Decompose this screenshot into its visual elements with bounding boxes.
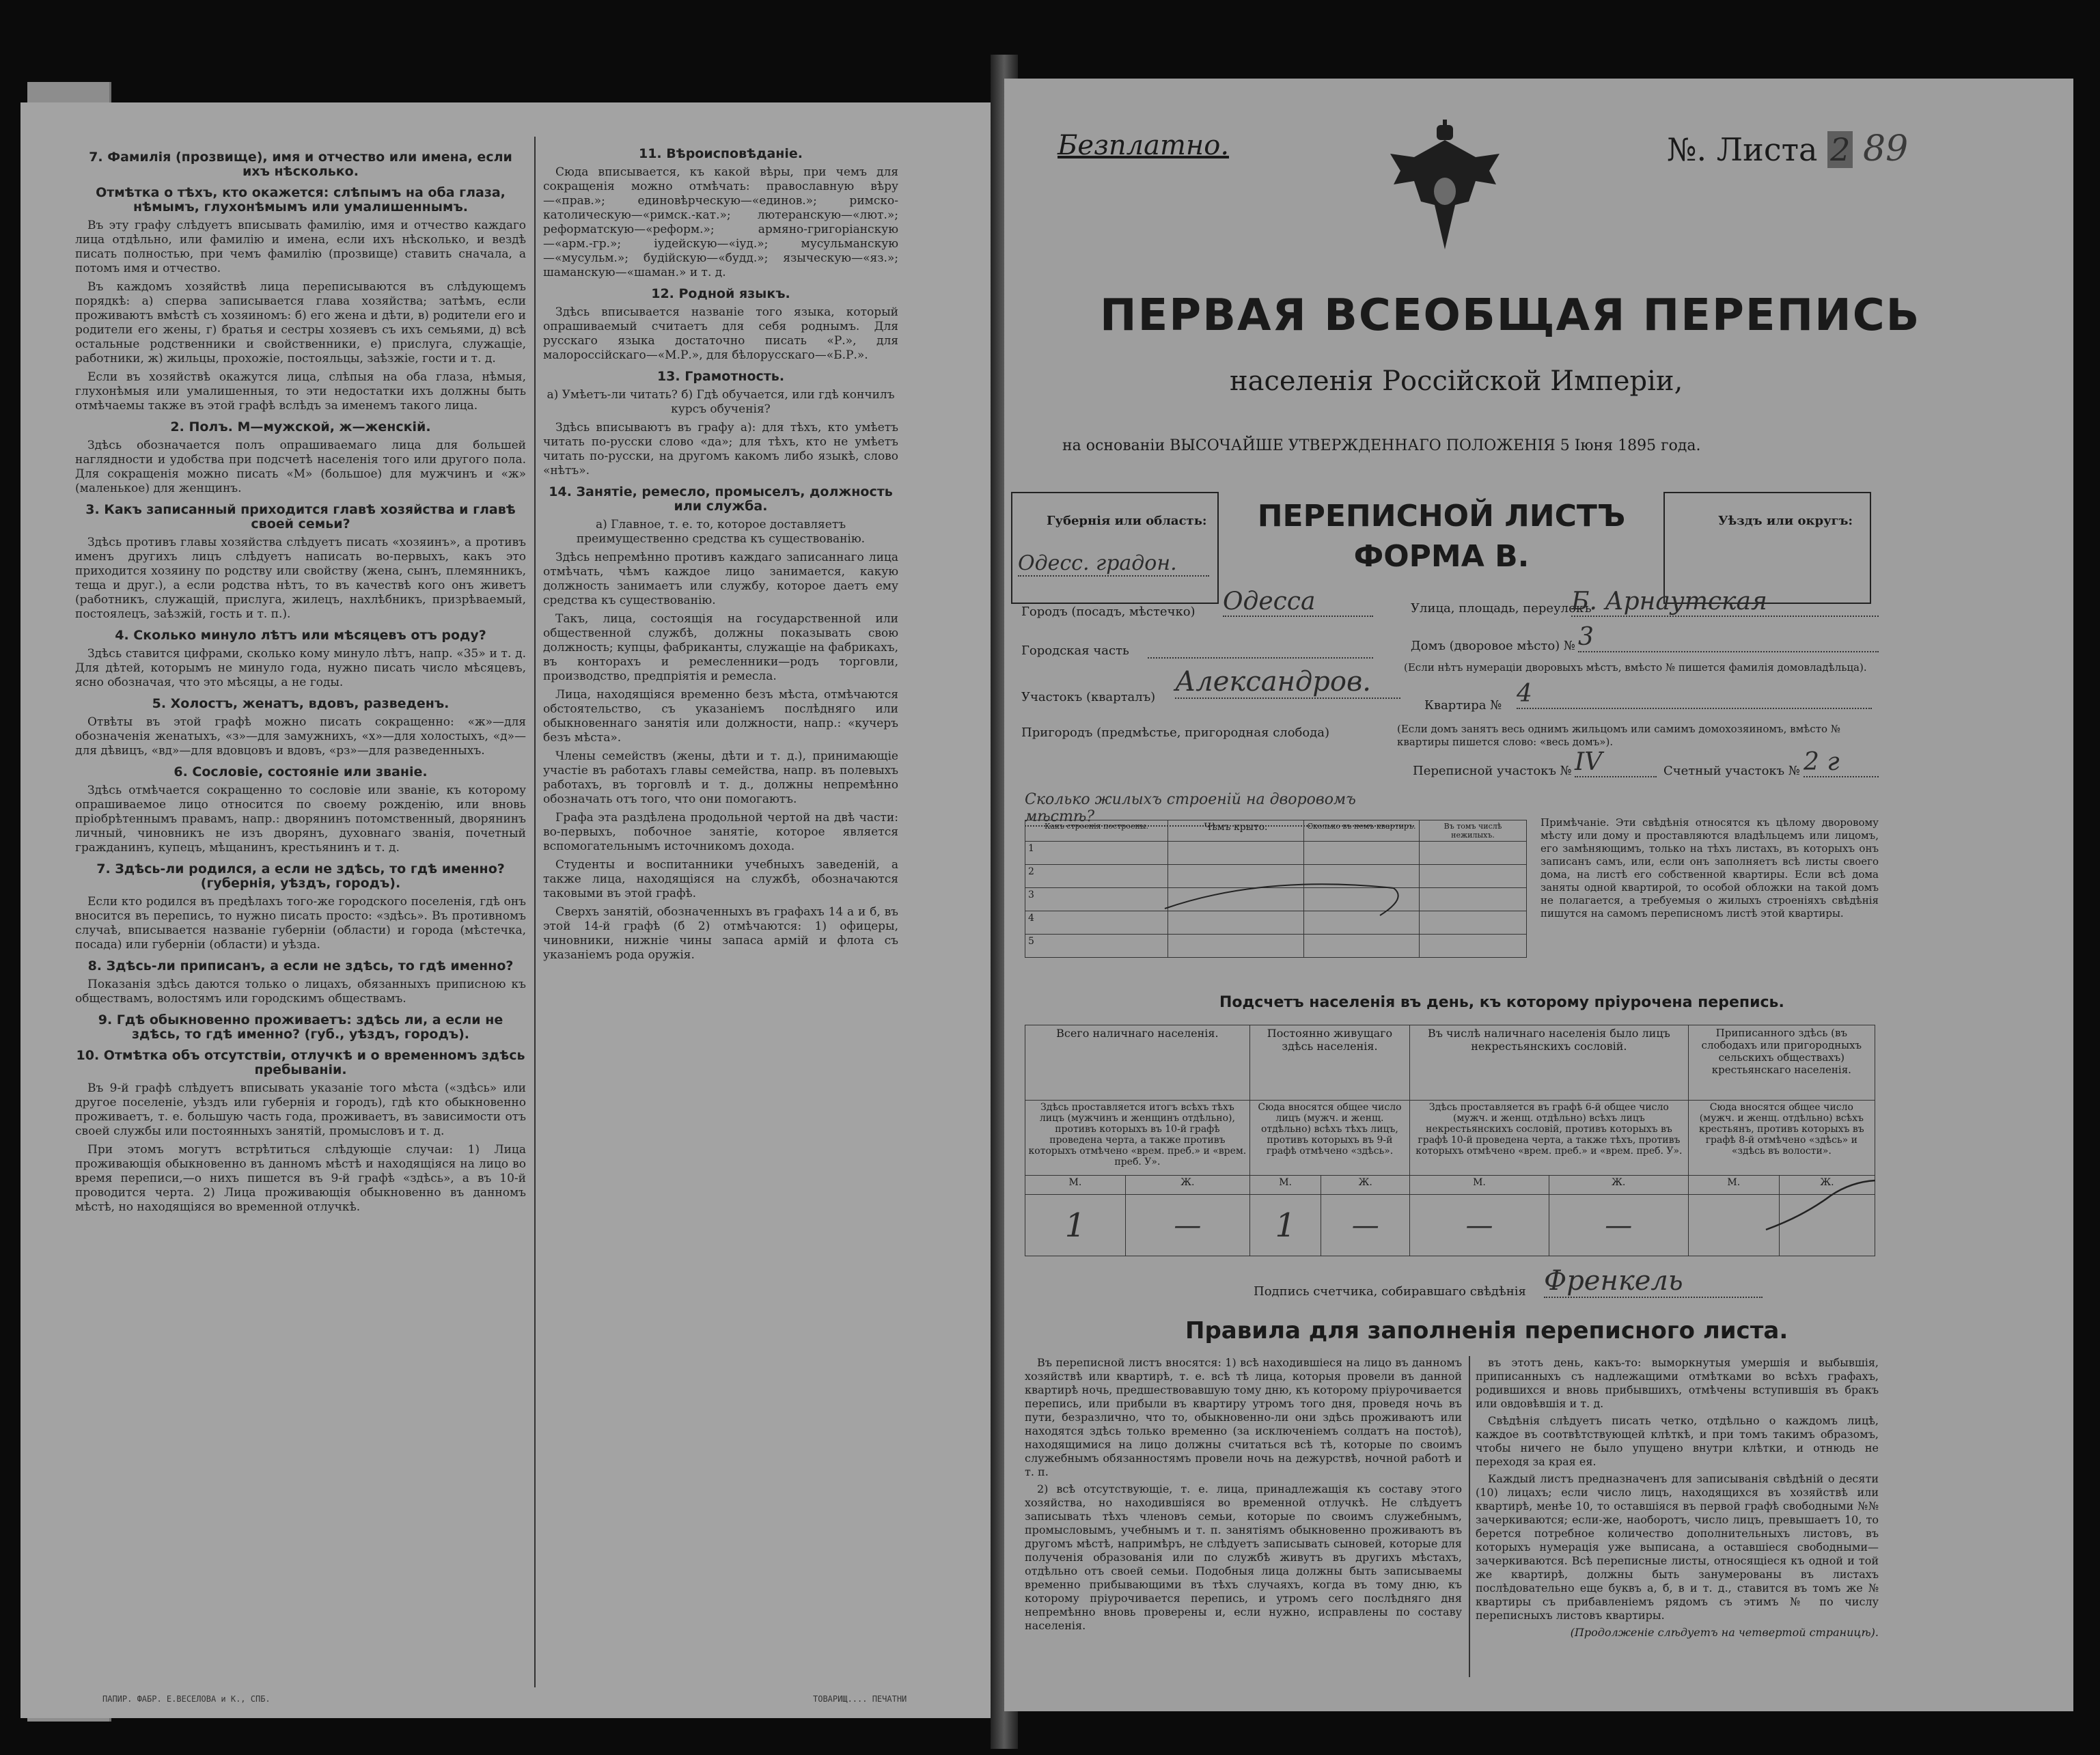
sex-label: М. xyxy=(1410,1176,1549,1195)
row-number: 1 xyxy=(1025,842,1168,865)
section-heading: 14. Занятіе, ремесло, промыселъ, должность или служба. xyxy=(549,484,893,514)
form-title-block xyxy=(1243,499,1640,574)
paragraph: Сюда вписывается, къ какой вѣры, при чемъ для сокращенія можно отмѣчать: православную вѣру—«прав.»; единовѣрческую—«единов.»; римско-католическую—«римск.-кат.»; лютеранскую—«лют.»; реформатскую—«реформ.»; армяно-григоріанскую—«арм.-гр.»; іудейскую—«іуд.»; мусульманскую—«мусульм.»; будійскую—«будд.»; языческую—«яз.»; шаманскую—«шаман.» и т. д. xyxy=(543,165,898,279)
city-label: Городъ (посадъ, мѣстечко) xyxy=(1021,605,1196,619)
city-value[interactable]: Одесса xyxy=(1223,588,1373,617)
census-subtitle: населенія Россійской Имперіи, xyxy=(1230,365,1683,397)
paragraph: Здѣсь противъ главы хозяйства слѣдуетъ писать «хозяинъ», а противъ именъ другихъ лицъ слѣдуетъ написать во-первыхъ, какъ это приходится хозяину по родству или свойству (жена, сынъ, племянникъ, теща и друг.), а если родства нѣтъ, то въ качествѣ кого онъ живетъ (работникъ, служащій, прислуга, жилецъ, нахлѣбникъ, призрѣваемый, постоялецъ, заѣзжій, гость и т. п.). xyxy=(75,536,526,621)
paragraph: Лица, находящіяся временно безъ мѣста, отмѣчаются обстоятельство, съ указаніемъ послѣдняго или обыкновеннаго занятія или должности, напр.: «кучеръ безъ мѣста». xyxy=(543,688,898,745)
paragraph: При этомъ могутъ встрѣтиться слѣдующіе случаи: 1) Лица проживающія обыкновенно въ данномъ мѣстѣ и находящіяся на лицо во время переписи,—о нихъ пишется въ 9-й графѣ «здѣсь», а въ 10-й проводится черта. 2) Лица проживающія обыкновенно въ данномъ мѣстѣ, но находящіяся во временной отлучкѣ. xyxy=(75,1143,526,1214)
census-title: ПЕРВАЯ ВСЕОБЩАЯ ПЕРЕПИСЬ xyxy=(1100,290,1921,341)
population-value[interactable]: 1 xyxy=(1025,1195,1126,1256)
paragraph: Здѣсь непремѣнно противъ каждаго записаннаго лица отмѣчать, чѣмъ каждое лицо занимается, какую должность занимаетъ или службу, которое даетъ ему средства къ существованію. xyxy=(543,551,898,607)
paragraph: Такъ, лица, состоящія на государственной или общественной службѣ, должны показывать свою должность; купцы, фабриканты, служащіе на фабрикахъ, въ конторахъ и ремесленники—родъ торговли, производство, предпріятія и ремесла. xyxy=(543,612,898,683)
apt-label: Квартира № xyxy=(1424,698,1502,713)
suburb-label: Пригородъ (предмѣстье, пригородная слобода) xyxy=(1021,726,1330,740)
sheet-title: ПЕРЕПИСНОЙ ЛИСТЪ xyxy=(1257,499,1626,534)
population-value[interactable]: — xyxy=(1549,1195,1688,1256)
city-part-label: Городская часть xyxy=(1021,644,1129,658)
form-title: ФОРМА В. xyxy=(1353,539,1530,574)
street-label: Улица, площадь, переулокъ xyxy=(1411,601,1592,616)
count-precinct-label: Счетный участокъ № xyxy=(1663,764,1800,778)
census-basis: на основаніи ВЫСОЧАЙШЕ УТВЕРЖДЕННАГО ПОЛОЖЕНІЯ 5 Іюня 1895 года. xyxy=(1062,437,1701,454)
section-heading: 12. Родной языкъ. xyxy=(651,286,790,301)
paragraph: Показанія здѣсь даются только о лицахъ, обязанныхъ приписною къ обществамъ, волостямъ или городскимъ обществамъ. xyxy=(75,978,526,1006)
census-precinct-label: Переписной участокъ № xyxy=(1413,764,1572,778)
rules-paragraph: Каждый листъ предназначенъ для записыванія свѣдѣній о десяти (10) лицахъ; если число лицъ, находящихся въ хозяйствѣ или квартирѣ, менѣе 10, то оставшіяся въ первой графѣ свободными №№ зачеркиваются; если-же, наоборотъ, число лицъ, превышаетъ 10, то берется потребное количество дополнительныхъ листовъ, въ которыхъ нумерація уже выписана, а оставшіеся свободными—зачеркиваются. Всѣ переписные листы, относящіеся къ одной и той же квартирѣ, должны быть занумерованы въ листахъ послѣдовательно еще буквъ а, б, в и т. д., ставится въ томъ же № квартиры съ прибавленіемъ рядомъ съ этимъ № по числу переписныхъ листовъ квартиры. xyxy=(1476,1472,1879,1622)
rules-right-column xyxy=(1476,1356,1879,1643)
paragraph: Графа эта раздѣлена продольной чертой на двѣ части: во-первыхъ, побочное занятіе, которое является вспомогательнымъ источникомъ дохода. xyxy=(543,811,898,853)
paragraph: Въ эту графу слѣдуетъ вписывать фамилію, имя и отчество каждаго лица отдѣльно, или фамилію и имена, если ихъ нѣсколько, и вездѣ писать полностью, при чемъ фамилію (прозвище) ставить сначала, а потомъ имя и отчество. xyxy=(75,219,526,275)
section-heading: 10. Отмѣтка объ отсутствіи, отлучкѣ и о временномъ здѣсь пребываніи. xyxy=(76,1048,525,1077)
sex-label: Ж. xyxy=(1125,1176,1249,1195)
paragraph: Члены семействъ (жены, дѣти и т. д.), принимающіе участіе въ работахъ главы семейства, напр. въ полевыхъ работахъ, въ торговлѣ и т. д., должны непремѣнно обозначать отъ того, что они помогаютъ. xyxy=(543,749,898,806)
house-label: Домъ (дворовое мѣсто) № xyxy=(1411,639,1575,653)
section-heading: 4. Сколько минуло лѣтъ или мѣсяцевъ отъ роду? xyxy=(115,628,486,643)
apt-value[interactable]: 4 xyxy=(1517,680,1872,709)
sex-label: М. xyxy=(1025,1176,1126,1195)
row-number: 5 xyxy=(1025,935,1168,958)
rules-paragraph: Въ переписной листъ вносятся: 1) всѣ находившіеся на лицо въ данномъ хозяйствѣ или квартирѣ, т. е. всѣ тѣ лица, которыя провели въ данной квартирѣ ночь, предшествовавшую тому дню, къ которому пріурочивается перепись, или прибыли въ квартиру утромъ того дня, проведя ночь въ пути, безразлично, что то, обыкновенно-ли они здѣсь проживаютъ или находятся здѣсь только временно (за исключеніемъ солдатъ на постоѣ), находящимися на лицо должны считаться всѣ тѣ, которые по своимъ служебнымъ обязанностямъ провели ночь на дежурствѣ, ночной работѣ и т. п. xyxy=(1025,1356,1462,1478)
population-value[interactable]: 1 xyxy=(1249,1195,1321,1256)
left-column-2 xyxy=(543,140,898,967)
section-subheading: а) Умѣетъ-ли читать? б) Гдѣ обучается, или гдѣ кончилъ курсъ обученія? xyxy=(547,388,895,416)
province-label: Губернія или область: xyxy=(1047,514,1207,528)
section-heading: 7. Здѣсь-ли родился, а если не здѣсь, то гдѣ именно? (губернія, уѣздъ, городъ). xyxy=(96,861,505,891)
house-note: (Если нѣтъ нумераціи дворовыхъ мѣстъ, вмѣсто № пишется фамилія домовладѣльца). xyxy=(1404,661,1867,674)
census-precinct-value[interactable]: IV xyxy=(1575,748,1657,777)
rules-paragraph: въ этотъ день, какъ-то: выморкнутыя умершія и выбывшія, приписанныхъ съ надлежащими отмѣтками во всѣхъ графахъ, родившихся и вновь прибывшихъ, отмѣчены вступившія въ бракъ или овдовѣвшія и т. д. xyxy=(1476,1356,1879,1410)
street-value[interactable]: Б. Арнаутская xyxy=(1571,588,1879,617)
paragraph: Здѣсь отмѣчается сокращенно то сословіе или званіе, къ которому опрашиваемое лицо относится по своему рожденію, или вновь пріобрѣтеннымъ правамъ, напр.: дворянинъ потомственный, дворянинъ личный, чиновникъ не изъ дворянъ, духовнаго званія, почетный гражданинъ, купецъ, мѣщанинъ, крестьянинъ и т. д. xyxy=(75,784,526,855)
sheet-number-value: 2 xyxy=(1827,131,1853,168)
section-heading: 13. Грамотность. xyxy=(657,369,785,384)
sex-label: Ж. xyxy=(1321,1176,1410,1195)
paragraph: Сверхъ занятій, обозначенныхъ въ графахъ 14 а и б, въ этой 14-й графѣ (б 2) отмѣчаются: 1) офицеры, чиновники, нижніе чины запаса армій и флота съ указаніемъ рода оружія. xyxy=(543,905,898,962)
sex-label: М. xyxy=(1249,1176,1321,1195)
population-value[interactable]: — xyxy=(1321,1195,1410,1256)
buildings-header-row xyxy=(1025,820,1527,842)
peasant-crossout-stroke xyxy=(1763,1175,1879,1236)
sheet-number-stamp: 89 xyxy=(1863,128,1909,169)
buildings-header: Въ томъ числѣ нежилыхъ. xyxy=(1420,820,1527,842)
row-number: 2 xyxy=(1025,865,1168,888)
section-heading: 6. Сословіе, состояніе или званіе. xyxy=(174,764,428,779)
buildings-header: Чѣмъ крыто. xyxy=(1168,820,1304,842)
section-heading: Отмѣтка о тѣхъ, кто окажется: слѣпымъ на оба глаза, нѣмымъ, глухонѣмымъ или умалишеннымъ. xyxy=(96,185,506,215)
population-header: Въ числѣ наличнаго населенія было лицъ некрестьянскихъ сословій. xyxy=(1410,1025,1689,1101)
population-header: Постоянно живущаго здѣсь населенія. xyxy=(1249,1025,1409,1101)
free-label: Безплатно. xyxy=(1058,130,1230,161)
paragraph: Если кто родился въ предѣлахъ того-же городского поселенія, гдѣ онъ вносится въ перепись, то нужно писать просто: «здѣсь». Въ противномъ случаѣ, вписывается названіе губерніи (области) и города (мѣстечка, посада) или губерніи (области) и уѣзда. xyxy=(75,895,526,952)
sex-label: Ж. xyxy=(1549,1176,1688,1195)
sex-label: Ж. xyxy=(1779,1176,1875,1195)
population-value[interactable]: — xyxy=(1125,1195,1249,1256)
district-label: Уѣздъ или округъ: xyxy=(1718,514,1853,528)
section-heading: 2. Полъ. М—мужской, ж—женскій. xyxy=(170,419,431,434)
precinct-value[interactable]: Александров. xyxy=(1175,666,1400,699)
column-divider xyxy=(534,137,536,1687)
imprint-right: ТОВАРИЩ.... ПЕЧАТНИ xyxy=(813,1694,907,1704)
paragraph: Здѣсь вписывается названіе того языка, который опрашиваемый считаетъ для себя роднымъ. Для русскаго языка достаточно писать «Р.», для малороссійскаго—«М.Р.», для бѣлорусскаго—«Б.Р.». xyxy=(543,305,898,362)
buildings-crossout-stroke xyxy=(1161,868,1407,922)
paragraph: Здѣсь вписываютъ въ графу а): для тѣхъ, кто умѣетъ читать по-русски слово «да»; для тѣхъ, кто не умѣетъ читать по-русски, на другомъ какомъ либо языкѣ, слово «нѣтъ». xyxy=(543,421,898,478)
imprint-left: ПАПИР. ФАБР. Е.ВЕСЕЛОВА и К., СПБ. xyxy=(102,1694,271,1704)
rules-paragraph: Свѣдѣнія слѣдуетъ писать четко, отдѣльно о каждомъ лицѣ, каждое въ соотвѣтствующей клѣткѣ, и при томъ такимъ образомъ, чтобы ничего не было упущено внутри клѣтки, и отнюдь не переходя за края ея. xyxy=(1476,1414,1879,1468)
rules-left-column xyxy=(1025,1356,1462,1636)
rules-divider xyxy=(1469,1356,1470,1677)
rules-continued-note: (Продолженіе слѣдуетъ на четвертой страницѣ). xyxy=(1570,1626,1879,1639)
population-description: Сюда вносятся общее число лицъ (мужч. и женщ. отдѣльно) всѣхъ тѣхъ лицъ, противъ которыхъ въ 9-й графѣ отмѣчено «здѣсь». xyxy=(1249,1101,1409,1176)
buildings-note: Примѣчаніе. Эти свѣдѣнія относятся къ цѣлому дворовому мѣсту или дому и проставляются владѣльцемъ или лицомъ, его замѣняющимъ, только на тѣхъ листахъ, въ которыхъ онъ записанъ самъ, или, если онъ заполняетъ всѣ листы своего дома, на листѣ его собственной квартиры. Если всѣ дома заняты одной квартирой, то особой обложки на такой домъ не полагается, а требуемыя о жилыхъ строеніяхъ свѣдѣнія пишутся на самомъ переписномъ листѣ этой квартиры. xyxy=(1541,816,1879,920)
population-header: Приписанного здѣсь (въ слободахъ или пригородныхъ сельскихъ обществахъ) крестьянскаго населенія. xyxy=(1688,1025,1875,1101)
section-heading: 3. Какъ записанный приходится главѣ хозяйства и главѣ своей семьи? xyxy=(85,502,516,531)
population-header-row xyxy=(1025,1025,1875,1101)
sex-label: М. xyxy=(1688,1176,1779,1195)
precinct-label: Участокъ (кварталъ) xyxy=(1021,690,1156,704)
population-description: Здѣсь проставляется итогъ всѣхъ тѣхъ лицъ (мужчинъ и женщинъ отдѣльно), противъ которыхъ въ 10-й графѣ проведена черта, а также противъ которыхъ отмѣчено «врем. преб.» и «врем. преб. У». xyxy=(1025,1101,1250,1176)
population-description: Сюда вносятся общее число (мужч. и женщ. отдѣльно) всѣхъ крестьянъ, противъ которыхъ въ графѣ 8-й отмѣчено «здѣсь» и «здѣсь въ волости». xyxy=(1688,1101,1875,1176)
row-number: 3 xyxy=(1025,888,1168,911)
population-values-row xyxy=(1025,1195,1875,1256)
buildings-header: Какъ строенія построены. xyxy=(1025,820,1168,842)
section-heading: 11. Вѣроисповѣданіе. xyxy=(638,146,803,161)
paragraph: Здѣсь обозначается полъ опрашиваемаго лица для большей наглядности и удобства при подсчетѣ населенія того или другого пола. Для сокращенія можно писать «М» (большое) для мужчинъ и «ж» (маленькое) для женщинъ. xyxy=(75,439,526,495)
left-column-1 xyxy=(75,143,526,1219)
population-value[interactable]: — xyxy=(1410,1195,1549,1256)
imperial-eagle-emblem xyxy=(1387,120,1503,256)
buildings-row xyxy=(1025,935,1527,958)
paragraph: Студенты и воспитанники учебныхъ заведеній, а также лица, находящіяся на службѣ, обозначаются таковыми въ этой графѣ. xyxy=(543,858,898,900)
row-number: 4 xyxy=(1025,911,1168,935)
paragraph: Отвѣты въ этой графѣ можно писать сокращенно: «ж»—для обозначенія женатыхъ, «з»—для замужнихъ, «х»—для холостыхъ, «д»—для дѣвицъ, «вд»—для вдовцовъ и вдовъ, «рз»—для разведенныхъ. xyxy=(75,715,526,758)
population-header: Всего наличнаго населенія. xyxy=(1025,1025,1250,1101)
paragraph: Въ 9-й графѣ слѣдуетъ вписывать указаніе того мѣста («здѣсь» или другое поселеніе, уѣздъ или губернія и городъ), гдѣ кто обыкновенно проживаетъ, т. е. большую часть года, проживаетъ, въ зависимости отъ своей службы или постоянныхъ занятій, промысловъ и т. д. xyxy=(75,1081,526,1138)
population-sex-row xyxy=(1025,1176,1875,1195)
signature-value[interactable]: Френкель xyxy=(1544,1265,1763,1298)
apt-note: (Если домъ занятъ весь однимъ жильцомъ или самимъ домохозяиномъ, вмѣсто № квартиры пишется слово: «весь домъ»). xyxy=(1397,723,1840,748)
population-table xyxy=(1025,1025,1875,1256)
rules-paragraph: 2) всѣ отсутствующіе, т. е. лица, принадлежащія къ составу этого хозяйства, но находившіяся во временной отлучкѣ. Не слѣдуетъ записывать тѣхъ членовъ семьи, которые по своимъ служебнымъ, промысловымъ, учебнымъ и т. п. занятіямъ обыкновенно проживаютъ въ другомъ мѣстѣ, напримѣръ, не слѣдуетъ записывать сыновей, которые для полученія образованія или по службѣ живутъ въ другихъ мѣстахъ, отдѣльно отъ своей семьи. Подобныя лица должны быть записываемы временно прибывающими въ тѣхъ случаяхъ, когда въ тому дню, къ которому пріурочивается перепись, и утромъ сего послѣдняго дня непремѣнно вновь проверены и, если нужно, исправлены по составу населенія. xyxy=(1025,1482,1462,1632)
house-value[interactable]: 3 xyxy=(1578,623,1879,652)
rules-title: Правила для заполненія переписного листа. xyxy=(1185,1317,1788,1344)
section-heading: 5. Холостъ, женатъ, вдовъ, разведенъ. xyxy=(152,696,450,711)
province-value[interactable]: Одесс. градон. xyxy=(1018,551,1209,577)
buildings-header: Сколько въ немъ квартиръ. xyxy=(1304,820,1420,842)
population-title: Подсчетъ населенія въ день, къ которому пріурочена перепись. xyxy=(1219,994,1784,1011)
sheet-number xyxy=(1667,128,1908,169)
paragraph: Въ каждомъ хозяйствѣ лица переписываются въ слѣдующемъ порядкѣ: а) сперва записывается глава хозяйства; затѣмъ, если проживаютъ вмѣстѣ съ хозяиномъ: б) его жена и дѣти, в) родители его и родители его жены, г) братья и сестры хозяевъ съ ихъ семьями, д) всѣ остальные родственники и свойственники, е) прислуга, служащіе, работники, ж) жильцы, прохожіе, постояльцы, заѣзжіе, гости и т. д. xyxy=(75,280,526,365)
paragraph: Здѣсь ставится цифрами, сколько кому минуло лѣтъ, напр. «35» и т. д. Для дѣтей, которымъ не минуло года, нужно писать число мѣсяцевъ, ясно обозначая, что это мѣсяцы, а не годы. xyxy=(75,647,526,689)
section-heading: 9. Гдѣ обыкновенно проживаетъ: здѣсь ли, а если не здѣсь, то гдѣ именно? (губ., уѣздъ, городъ). xyxy=(98,1012,503,1042)
section-heading: 8. Здѣсь-ли приписанъ, а если не здѣсь, то гдѣ именно? xyxy=(87,958,514,973)
population-description-row xyxy=(1025,1101,1875,1176)
city-part-value[interactable] xyxy=(1148,657,1373,659)
section-heading: 7. Фамилія (прозвище), имя и отчество или имена, если ихъ нѣсколько. xyxy=(89,150,512,179)
sheet-number-label: №. Листа xyxy=(1667,131,1818,168)
paragraph: Если въ хозяйствѣ окажутся лица, слѣпыя на оба глаза, нѣмыя, глухонѣмыя или умалишенныя, то эти недостатки ихъ должны быть отмѣчаемы также въ этой графѣ вслѣдъ за именемъ такого лица. xyxy=(75,370,526,413)
buildings-title: Сколько жилыхъ строеній на дворовомъ мѣстѣ? xyxy=(1025,791,1414,827)
signature-label: Подпись счетчика, собиравшаго свѣдѣнія xyxy=(1254,1284,1526,1299)
count-precinct-value[interactable]: 2 г xyxy=(1804,748,1879,777)
buildings-row xyxy=(1025,842,1527,865)
section-subheading: а) Главное, т. е. то, которое доставляетъ преимущественно средства къ существованію. xyxy=(576,518,866,546)
province-box xyxy=(1011,492,1219,604)
population-description: Здѣсь проставляется въ графѣ 6-й общее число (мужч. и женщ. отдѣльно) всѣхъ лицъ некрестьянскихъ сословій, противъ которыхъ въ графѣ 10-й проведена черта, а также тѣхъ, противъ которыхъ отмѣчено «врем. преб.» и «врем. преб. У». xyxy=(1410,1101,1689,1176)
